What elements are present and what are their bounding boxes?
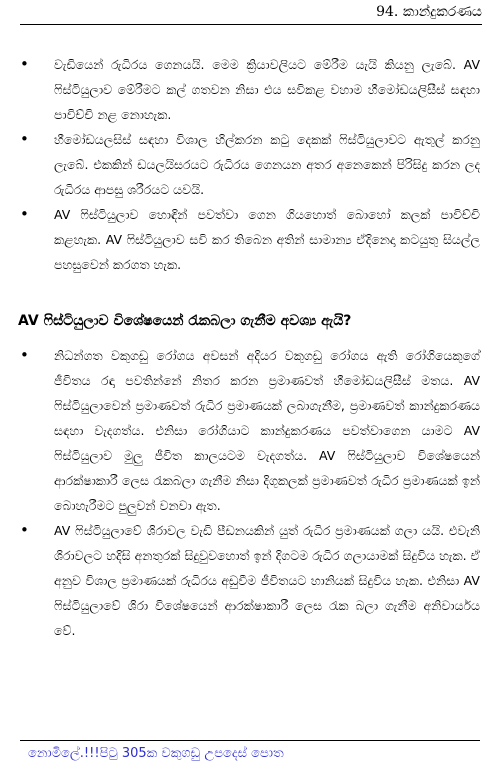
bullet-icon: •: [20, 130, 29, 148]
bullet-icon: •: [20, 205, 29, 223]
bullet-list: [18, 52, 480, 277]
footer-promo-text: නොමිලේ.!!!පිටු 305ක වකුගඩු උපදෙස් පොත: [28, 746, 284, 761]
section-heading: AV ෆිස්ටියුලාව විශේෂයෙන් රැකබලා ගැනීම අවශ්‍ය ඇයි?: [18, 313, 352, 329]
paragraph-text: AV ෆිස්ටියුලාවේ ශිරාවල වැඩි පීඩනයකින් යුත් රුධිර ප්‍රමාණයක් ගලා යයි. එවැනි ශිරාවලට හදිසි අනතුරක් සිදුවුවහොත් ඉන් දිගටම රුධිර ගලායාමක් සිදුවිය හැක. ඒ අනුව විශාල ප්‍රමාණයක් රුධිරය අඩුවීම ජීවිතයට හානියක් සිදුවිය හැක. එනිසා AV ෆිස්ටියුලාවේ ශිරා විශේෂයෙන් ආරක්ෂාකාරී ලෙස රැක බලා ගැනීම අනිවාර්යය වේ.: [54, 523, 480, 638]
page-header: [0, 0, 500, 24]
page-footer: [0, 740, 500, 769]
paragraph-text: වැඩියෙන් රුධිරය ගෙනයයි. මෙම ක්‍රියාවලියට මේරීම යැයි කියනු ලැබේ. AV ෆිස්ටියුලාව මේරීමට කල් ගතවන නිසා එය සවිකළ වහාම හීමෝඩයලිසීස් සඳහා පාවිච්චි නළ නොහැක.: [54, 57, 480, 122]
bullet-list: [18, 343, 480, 643]
paragraph-text: AV ෆිස්ටියුලාව හොඳින් පවත්වා ගෙන ගියහොත් බොහෝ කලක් පාවිච්චි කළහැක. AV ෆිස්ටියුලාව සවි කර තිබෙන අතින් සාමාන්‍ය ඒදිනෙදා කටයුතු සියල්ල පහසුවෙන් කරගත හැක.: [54, 207, 480, 272]
list-item: [18, 202, 480, 277]
paragraph-text: නිධන්ගත වකුගඩු රෝගය අවසන් අදියර වකුගඩු රෝගය ඇති රෝගියෙකුගේ ජීවිතය රඳා පවතින්නේ නිතර කරන ප්‍රමාණවත් හීමෝඩයලිසීස් මතය. AV ෆිස්ටියුලාවෙන් ප්‍රමාණවත් රුධිර ප්‍රමාණයක් ලබාගැනීම, ප්‍රමාණවත් කාන්දුකරණය සඳහා වැදගත්ය. එනිසා රෝගියාට කාන්දුකරණය පවත්වාගෙන යාමට AV ෆිස්ටියුලාව මුලු ජීවිත කාලයටම වැදගත්ය. AV ෆිස්ටියුලාව විශේෂයෙන් ආරක්ෂාකාරී ලෙස රැකබලා ගැනීම නිසා දිගුකලක් ප්‍රමාණවත් රුධිර ප්‍රමාණයක් ඉන් බොහැරීමට පුලුවන් වනවා ඇත.: [54, 348, 480, 513]
list-item: [18, 518, 480, 643]
list-item: [18, 127, 480, 202]
header-divider: [20, 24, 482, 25]
bullet-icon: •: [20, 55, 29, 73]
bullet-icon: •: [20, 521, 29, 539]
bullet-icon: •: [20, 346, 29, 364]
list-item: [18, 343, 480, 518]
page-content: [18, 52, 480, 643]
footer-divider: [20, 740, 480, 741]
page-number-title: 94. කාන්දුකරණය: [376, 4, 482, 20]
list-item: [18, 52, 480, 127]
paragraph-text: හීමෝඩයලසිස් සඳහා විශාල හිල්කරන කටු දෙකක් ෆිස්ටියුලාවට ඇතුල් කරනු ලැබේ. එකකින් ඩයලයිසරයට රුධිරය ගෙනයන අතර අනෙකෙන් පිරිසිදු කරන ලද රුධිරය ආපසු ශරීරයට යවයි.: [54, 132, 480, 197]
